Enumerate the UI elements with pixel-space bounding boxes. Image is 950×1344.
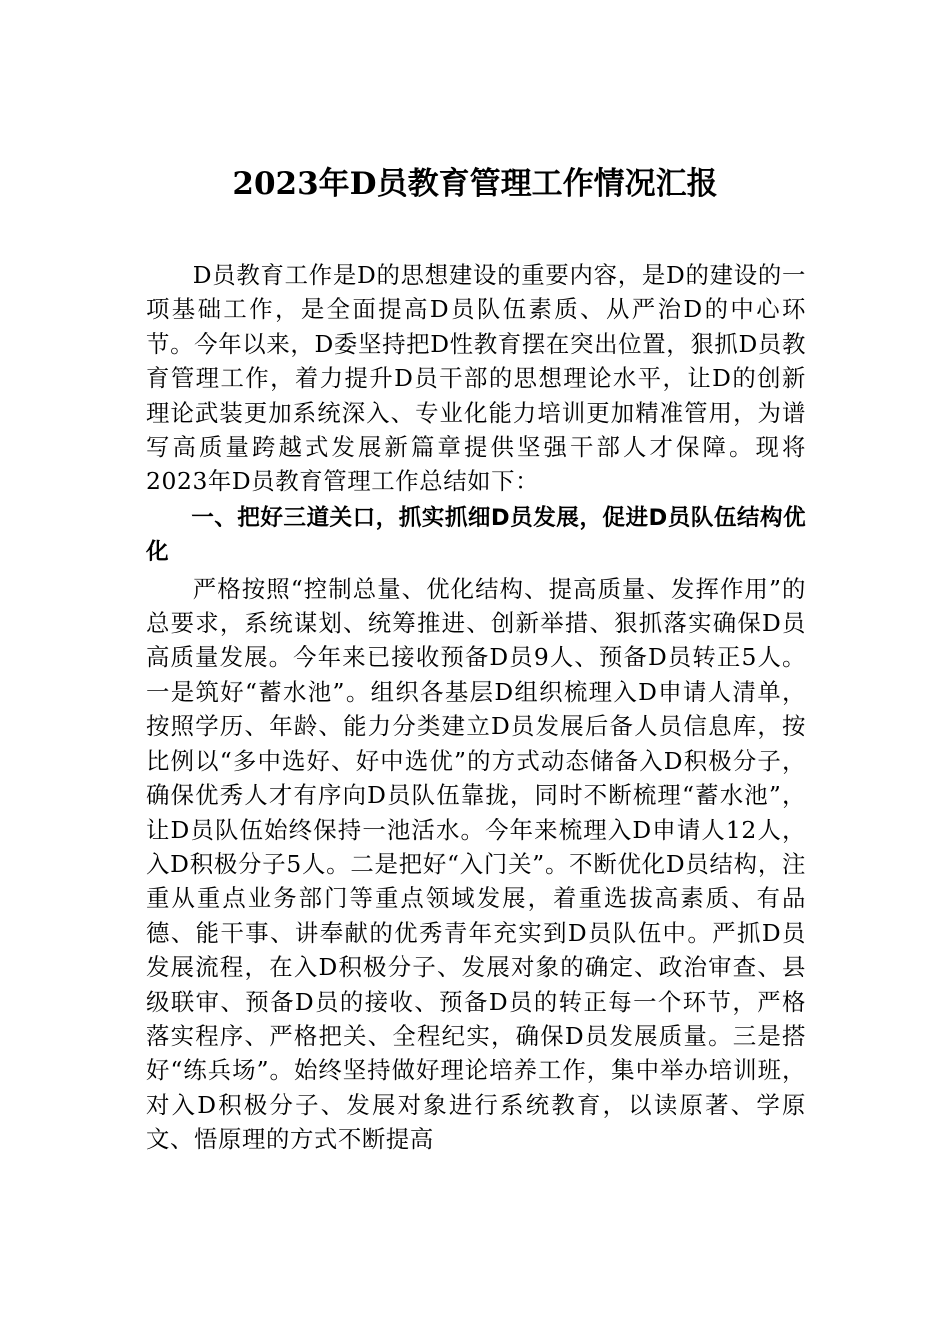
intro-paragraph: D员教育工作是D的思想建设的重要内容，是D的建设的一项基础工作，是全面提高D员队伍素质、从严治D的中心环节。今年以来，D委坚持把D性教育摆在突出位置，狠抓D员教育管理工作，着力提升D员干部的思想理论水平，让D的创新理论武装更加系统深入、专业化能力培训更加精准管用，为谱写高质量跨越式发展新篇章提供坚强干部人才保障。现将2023年D员教育管理工作总结如下： — [146, 261, 806, 496]
section-1-paragraph: 严格按照“控制总量、优化结构、提高质量、发挥作用”的总要求，系统谋划、统筹推进、创新举措、狠抓落实确保D员高质量发展。今年来已接收预备D员9人、预备D员转正5人。一是筑好“蓄水池”。组织各基层D组织梳理入D申请人清单，按照学历、年龄、能力分类建立D员发展后备人员信息库，按比例以“多中选好、好中选优”的方式动态储备入D积极分子，确保优秀人才有序向D员队伍靠拢，同时不断梳理“蓄水池”，让D员队伍始终保持一池活水。今年来梳理入D申请人12人，入D积极分子5人。二是把好“入门关”。不断优化D员结构，注重从重点业务部门等重点领域发展，着重选拔高素质、有品德、能干事、讲奉献的优秀青年充实到D员队伍中。严抓D员发展流程，在入D积极分子、发展对象的确定、政治审查、县级联审、预备D员的接收、预备D员的转正每一个环节，严格落实程序、严格把关、全程纪实，确保D员发展质量。三是搭好“练兵场”。始终坚持做好理论培养工作，集中举办培训班，对入D积极分子、发展对象进行系统教育，以读原著、学原文、悟原理的方式不断提高 — [146, 574, 806, 1154]
section-heading-1: 一、把好三道关口，抓实抓细D员发展，促进D员队伍结构优化 — [146, 504, 806, 566]
document-title: 2023年D员教育管理工作情况汇报 — [232, 166, 718, 202]
document-body — [146, 258, 806, 1157]
